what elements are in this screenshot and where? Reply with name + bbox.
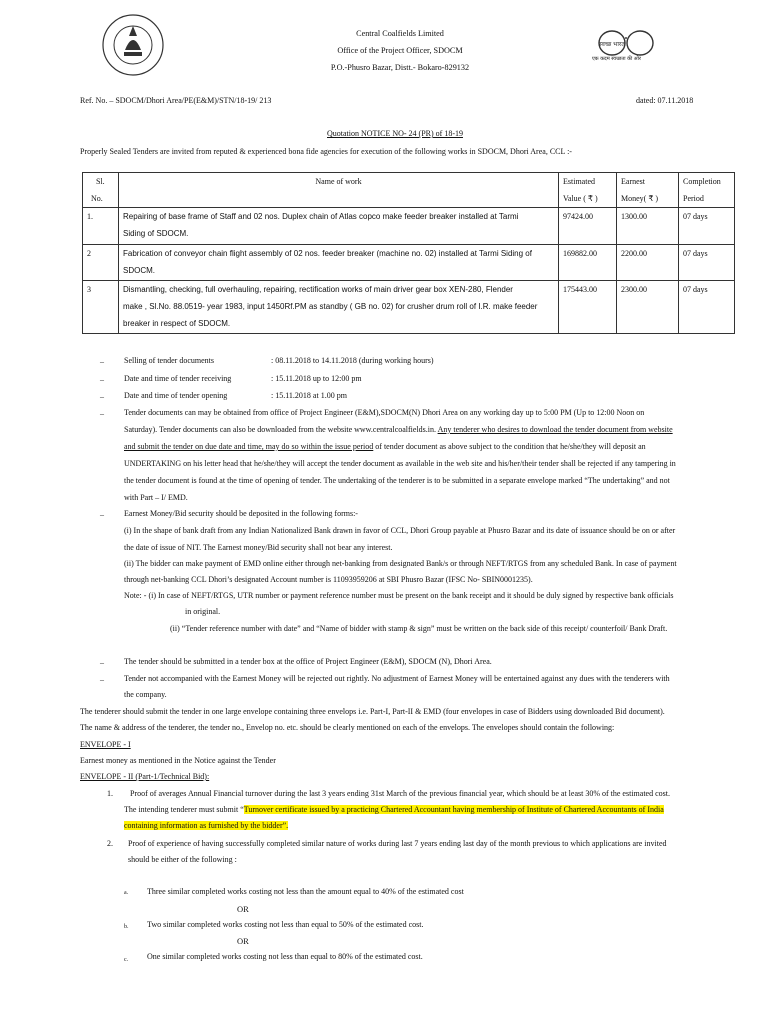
sub-item-label: a. bbox=[124, 890, 129, 896]
row-earnest: 2300.00 bbox=[617, 281, 679, 334]
emd-line: Note: - (i) In case of NEFT/RTGS, UTR number or payment reference number must be present on the bank receipt and it should be duly signed by respective bank officials bbox=[124, 591, 674, 600]
notice-date: dated: 07.11.2018 bbox=[636, 96, 694, 105]
row-earnest: 2200.00 bbox=[617, 245, 679, 281]
emd-line: through net-banking CCL Dhori’s designated Account number is 11093959206 at SBI Phusro Bazar (IFSC No- SBIN0001235). bbox=[124, 575, 533, 584]
row-work-line: breaker in respect of SDOCM. bbox=[123, 319, 231, 328]
header-money: Money( ₹ ) bbox=[621, 194, 659, 203]
emd-line: the date of issue of NIT. The Earnest money/Bid security shall not bear any interest. bbox=[124, 543, 393, 552]
header-sl: Sl. bbox=[96, 177, 105, 186]
dash-bullet: – bbox=[100, 675, 104, 684]
office-address: P.O.-Phusro Bazar, Distt.- Bokaro-829132 bbox=[330, 63, 470, 72]
logo-text-1: स्वच्छ भारत bbox=[599, 41, 625, 48]
criteria-text: Proof of averages Annual Financial turnover during the last 3 years ending 31st March of the previous financial year, which should be at least 30% of the estimated cost. bbox=[130, 789, 670, 798]
submission-text: The tender should be submitted in a tender box at the office of Project Engineer (E&M), SDOCM (N), Dhori Area. bbox=[124, 657, 492, 666]
envelope-1-heading: ENVELOPE - I bbox=[80, 740, 131, 749]
office-name: Office of the Project Officer, SDOCM bbox=[337, 46, 463, 55]
emd-line: in original. bbox=[185, 607, 221, 616]
row-sl: 2 bbox=[83, 245, 119, 281]
rejection-text: the company. bbox=[124, 690, 167, 699]
sub-item-text: Two similar completed works costing not less than equal to 50% of the estimated cost. bbox=[147, 920, 424, 929]
dash-bullet: – bbox=[100, 357, 104, 366]
open-value: : 15.11.2018 at 1.00 pm bbox=[271, 391, 347, 400]
rejection-text: Tender not accompanied with the Earnest Money will be rejected out rightly. No adjustment of Earnest Money will be entertained against any dues with the tenderers with bbox=[124, 674, 670, 683]
ccl-logo bbox=[95, 12, 171, 78]
row-period: 07 days bbox=[679, 208, 735, 245]
docs-line bbox=[124, 426, 673, 434]
header-earnest: Earnest bbox=[621, 177, 645, 186]
row-value: 175443.00 bbox=[559, 281, 617, 334]
header-no: No. bbox=[91, 194, 103, 203]
criteria-text bbox=[124, 806, 664, 814]
docs-line: Tender documents can may be obtained from office of Project Engineer (E&M),SDOCM(N) Dhori Area on any working day up to 5:00 PM (Up to 12:00 Noon on bbox=[124, 408, 645, 417]
criteria-number: 2. bbox=[107, 839, 113, 848]
dash-bullet: – bbox=[100, 658, 104, 667]
or-label: OR bbox=[237, 936, 249, 946]
docs-text: Saturday). Tender documents can also be downloaded from the website www.centralcoalfields.in. bbox=[124, 425, 438, 434]
reference-number: Ref. No. – SDOCM/Dhori Area/PE(E&M)/STN/18-19/ 213 bbox=[80, 96, 272, 105]
sell-value: : 08.11.2018 to 14.11.2018 (during working hours) bbox=[271, 356, 434, 365]
open-label: Date and time of tender opening bbox=[124, 391, 228, 400]
header-estimated: Estimated bbox=[563, 177, 595, 186]
docs-line bbox=[124, 443, 646, 451]
works-table bbox=[82, 172, 735, 334]
highlighted-text: containing information as furnished by the bidder”. bbox=[124, 821, 289, 830]
sub-item-label: b. bbox=[124, 924, 129, 930]
header-value: Value ( ₹ ) bbox=[563, 194, 598, 203]
criteria-number: 1. bbox=[107, 789, 113, 798]
company-name: Central Coalfields Limited bbox=[356, 29, 444, 38]
row-sl: 1. bbox=[83, 208, 119, 245]
header-period: Period bbox=[683, 194, 704, 203]
dash-bullet: – bbox=[100, 510, 104, 519]
criteria-text-part: The intending tenderer must submit “ bbox=[124, 805, 244, 814]
row-work-line: Dismantling, checking, full overhauling, repairing, rectification works of main driver gear box XEN-280, Flender bbox=[123, 285, 513, 294]
header-work: Name of work bbox=[315, 177, 362, 186]
dash-bullet: – bbox=[100, 392, 104, 401]
row-period: 07 days bbox=[679, 245, 735, 281]
emd-line: (i) In the shape of bank draft from any Indian Nationalized Bank drawn in favor of CCL, Dhori Group payable at Phusro Bazar and its date of issuance should be on or after bbox=[124, 526, 676, 535]
emd-line: (ii) “Tender reference number with date” and “Name of bidder with stamp & sign” must be written on the back side of this receipt/ counterfoil/ Bank Draft. bbox=[170, 624, 668, 633]
row-work-line: Siding of SDOCM. bbox=[123, 229, 189, 238]
docs-line: with Part – I/ EMD. bbox=[124, 493, 188, 502]
sub-item-label: c. bbox=[124, 957, 129, 963]
sub-item-text: Three similar completed works costing not less than the amount equal to 40% of the estimated cost bbox=[147, 887, 464, 896]
row-work-line: Fabrication of conveyor chain flight assembly of 02 nos. feeder breaker (machine no. 02) installed at Tarmi Siding of bbox=[123, 249, 532, 258]
row-value: 97424.00 bbox=[559, 208, 617, 245]
envelope-1-text: Earnest money as mentioned in the Notice against the Tender bbox=[80, 756, 276, 765]
docs-text-underlined: Any tenderer who desires to download the tender document from website bbox=[437, 425, 673, 434]
row-work-line: SDOCM. bbox=[123, 266, 155, 275]
or-label: OR bbox=[237, 904, 249, 914]
row-value: 169882.00 bbox=[559, 245, 617, 281]
table-row bbox=[83, 245, 735, 281]
envelope-2-heading: ENVELOPE - II (Part-1/Technical Bid): bbox=[80, 772, 210, 781]
envelope-paragraph: The tenderer should submit the tender in one large envelope containing three envelops i.e. Part-I, Part-II & EMD (four envelopes in case of Bidders using downloaded Bid document). bbox=[80, 707, 665, 716]
notice-title: Quotation NOTICE NO- 24 (PR) of 18-19 bbox=[327, 129, 463, 138]
dash-bullet: – bbox=[100, 409, 104, 418]
dash-bullet: – bbox=[100, 375, 104, 384]
row-period: 07 days bbox=[679, 281, 735, 334]
emd-line: Earnest Money/Bid security should be deposited in the following forms:- bbox=[124, 509, 358, 518]
docs-text-underlined: and submit the tender on due date and time, may do so within the issue period bbox=[124, 442, 374, 451]
intro-text: Properly Sealed Tenders are invited from reputed & experienced bona fide agencies for execution of the following works in SDOCM, Dhori Area, CCL :- bbox=[80, 147, 572, 156]
row-work-line: Repairing of base frame of Staff and 02 nos. Duplex chain of Atlas copco make feeder breaker installed at Tarmi bbox=[123, 212, 519, 221]
logo-tagline: एक कदम स्वच्छता की ओर bbox=[592, 56, 641, 62]
table-row bbox=[83, 281, 735, 334]
row-work-line: make , Sl.No. 88.0519- year 1983, input 1450Rf.PM as standby ( GB no. 02) for crusher drum roll of I.R. make feeder bbox=[123, 302, 538, 311]
highlighted-text: Turnover certificate issued by a practicing Chartered Accountant having membership of Institute of Chartered Accountants of India bbox=[243, 805, 664, 814]
row-sl: 3 bbox=[83, 281, 119, 334]
envelope-paragraph: The name & address of the tenderer, the tender no., Envelop no. etc. should be clearly mentioned on each of the envelops. The envelopes should contain the following: bbox=[80, 723, 615, 732]
table-row bbox=[83, 208, 735, 245]
sell-label: Selling of tender documents bbox=[124, 356, 214, 365]
docs-line: UNDERTAKING on his letter head that he/she/they will accept the tender document as available in the web site and his/her/their tender shall be rejected if any tampering in bbox=[124, 459, 676, 468]
docs-text: of tender document as above subject to the condition that he/she/they will deposit an bbox=[373, 442, 646, 451]
docs-line: the tender document is found at the time of opening of tender. The undertaking of the tenderer is to be submitted in a separate envelope marked “The undertaking” and not bbox=[124, 476, 670, 485]
table-header-row bbox=[83, 173, 735, 208]
row-earnest: 1300.00 bbox=[617, 208, 679, 245]
criteria-text: should be either of the following : bbox=[128, 855, 237, 864]
header-completion: Completion bbox=[683, 177, 721, 186]
receive-label: Date and time of tender receiving bbox=[124, 374, 232, 383]
emd-line: (ii) The bidder can make payment of EMD online either through net-banking from designated Bank/s or through NEFT/RTGS from any scheduled Bank. In case of payment bbox=[124, 559, 677, 568]
sub-item-text: One similar completed works costing not less than equal to 80% of the estimated cost. bbox=[147, 952, 423, 961]
receive-value: : 15.11.2018 up to 12:00 pm bbox=[271, 374, 362, 383]
criteria-text: Proof of experience of having successfully completed similar nature of works during last 7 years ending last day of the month previous to which applications are invited bbox=[128, 839, 667, 848]
